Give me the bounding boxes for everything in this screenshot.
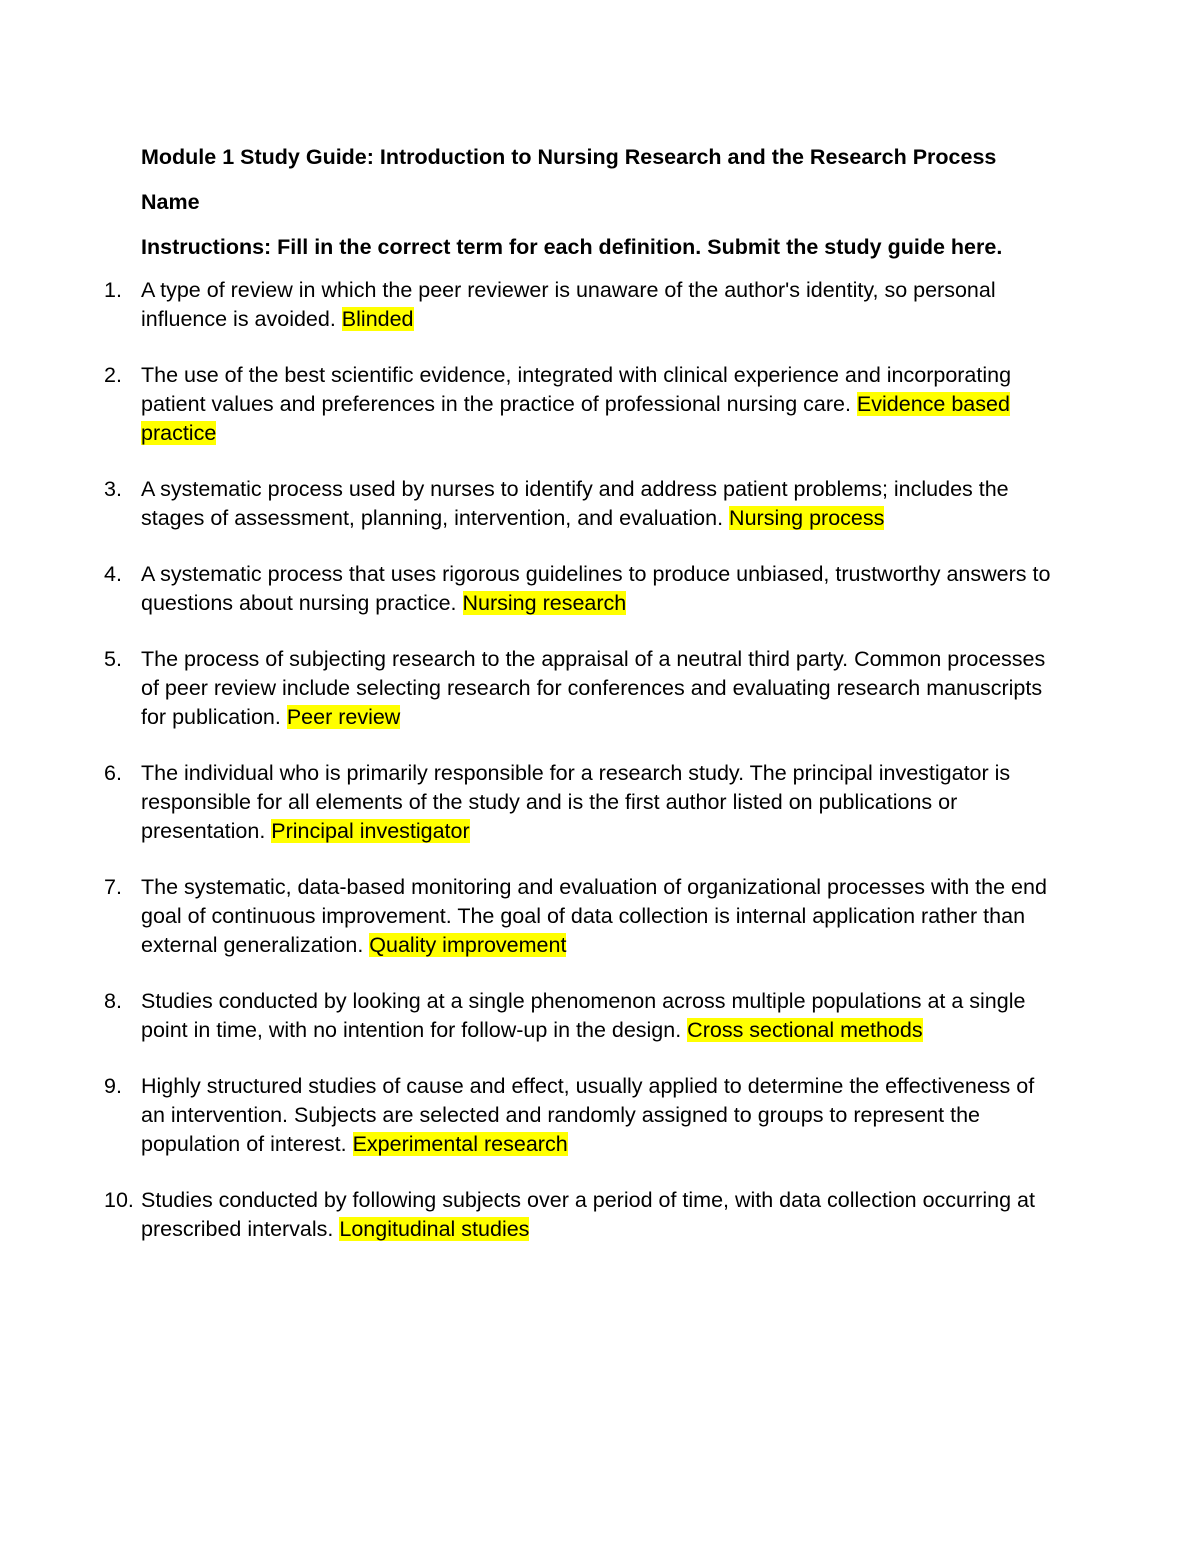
- item-definition: The systematic, data-based monitoring and evaluation of organizational processes with the end goal of continuous improvement. The goal of data collection is internal application rather than external generalization.: [141, 875, 1047, 957]
- highlighted-answer: Nursing process: [729, 506, 885, 530]
- list-item: [104, 759, 1061, 846]
- highlighted-answer: Peer review: [286, 705, 401, 729]
- list-item: [104, 645, 1061, 732]
- name-label: Name: [141, 190, 200, 214]
- highlighted-answer: Experimental research: [352, 1132, 568, 1156]
- item-number: 10.: [104, 1188, 134, 1212]
- document-title: Module 1 Study Guide: Introduction to Nursing Research and the Research Process: [141, 145, 997, 169]
- highlighted-answer: Evidence based practice: [141, 392, 1010, 445]
- item-number: 2.: [104, 363, 122, 387]
- list-item: [104, 276, 1061, 334]
- list-item: [104, 873, 1061, 960]
- item-number: 1.: [104, 278, 122, 302]
- list-item: [104, 475, 1061, 533]
- highlighted-answer: Blinded: [341, 307, 414, 331]
- item-number: 4.: [104, 562, 122, 586]
- item-number: 3.: [104, 477, 122, 501]
- highlighted-answer: Nursing research: [462, 591, 627, 615]
- item-number: 6.: [104, 761, 122, 785]
- item-number: 8.: [104, 989, 122, 1013]
- item-definition: Highly structured studies of cause and effect, usually applied to determine the effectiveness of an intervention. Subjects are selected and randomly assigned to groups to represent the population of interest.: [141, 1074, 1035, 1156]
- item-number: 9.: [104, 1074, 122, 1098]
- highlighted-answer: Principal investigator: [271, 819, 470, 843]
- list-item: [104, 1072, 1061, 1159]
- item-definition: Studies conducted by looking at a single phenomenon across multiple populations at a single point in time, with no intention for follow-up in the design.: [141, 989, 1026, 1042]
- item-definition: The use of the best scientific evidence, integrated with clinical experience and incorporating patient values and preferences in the practice of professional nursing care.: [141, 363, 1012, 416]
- item-definition: Studies conducted by following subjects over a period of time, with data collection occurring at prescribed intervals.: [141, 1188, 1035, 1241]
- item-definition: A type of review in which the peer reviewer is unaware of the author's identity, so personal influence is avoided.: [141, 278, 996, 331]
- item-definition: A systematic process that uses rigorous guidelines to produce unbiased, trustworthy answers to questions about nursing practice.: [141, 562, 1051, 615]
- definition-list: [104, 276, 1061, 1244]
- list-item: [104, 987, 1061, 1045]
- item-definition: A systematic process used by nurses to identify and address patient problems; includes the stages of assessment, planning, intervention, and evaluation.: [141, 477, 1009, 530]
- highlighted-answer: Longitudinal studies: [339, 1217, 530, 1241]
- item-number: 7.: [104, 875, 122, 899]
- item-number: 5.: [104, 647, 122, 671]
- document-body: [104, 143, 1061, 1271]
- highlighted-answer: Cross sectional methods: [687, 1018, 923, 1042]
- item-definition: The individual who is primarily responsible for a research study. The principal investigator is responsible for all elements of the study and is the first author listed on publications or presentation.: [141, 761, 1011, 843]
- highlighted-answer: Quality improvement: [369, 933, 567, 957]
- instructions-text: Instructions: Fill in the correct term for each definition. Submit the study guide here.: [141, 235, 1003, 259]
- item-definition: The process of subjecting research to the appraisal of a neutral third party. Common processes of peer review include selecting research for conferences and evaluating research manuscripts for publication.: [141, 647, 1046, 729]
- list-item: [104, 361, 1061, 448]
- list-item: [104, 560, 1061, 618]
- list-item: [104, 1186, 1061, 1244]
